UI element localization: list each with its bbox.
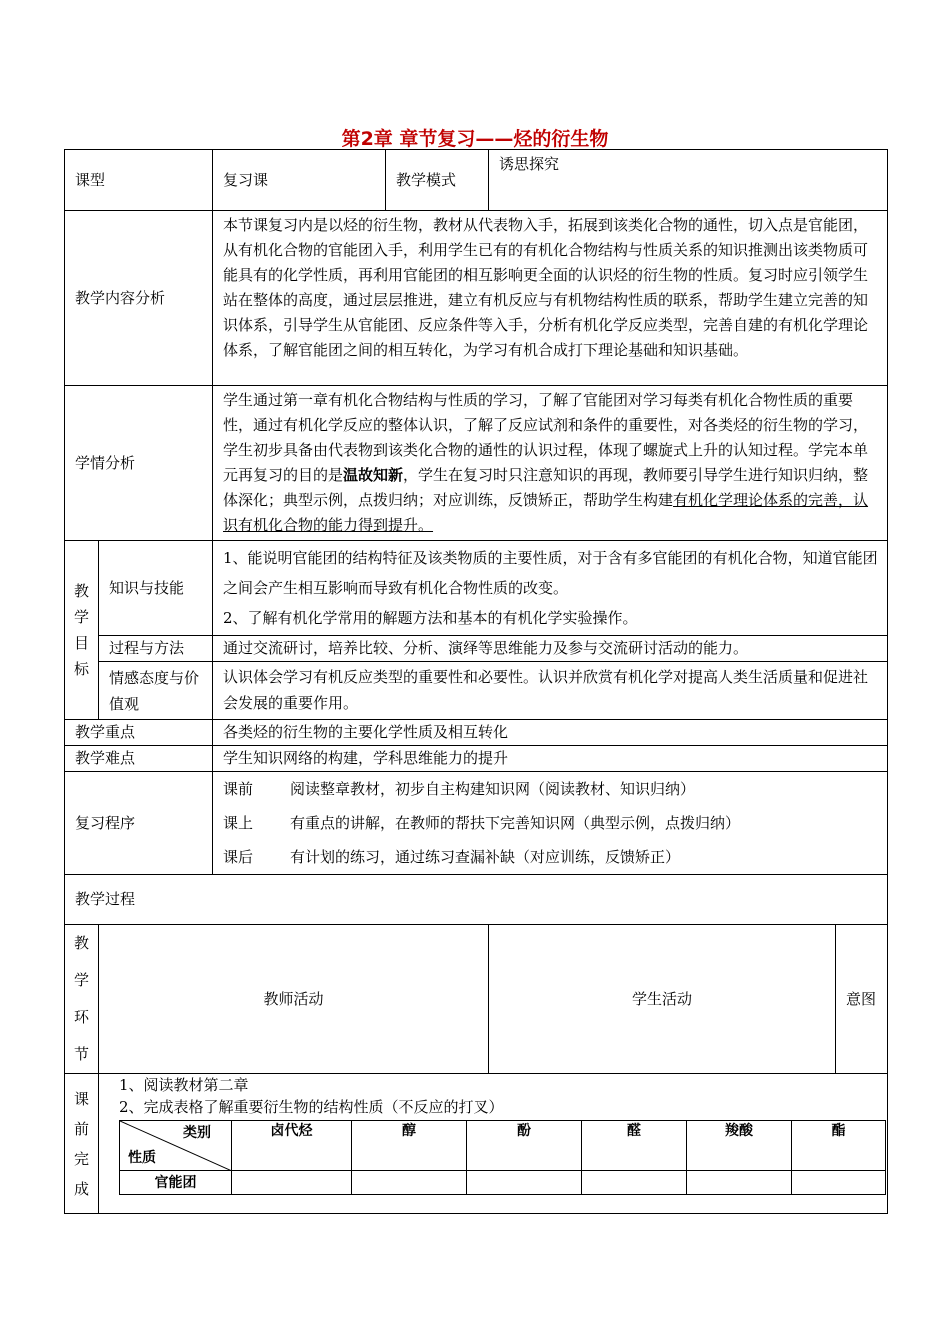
student-activity-header: 学生活动 [489,925,836,1074]
cell-empty[interactable] [467,1171,582,1195]
cell-empty[interactable] [687,1171,792,1195]
content-analysis-text: 本节课复习内是以烃的衍生物，教材从代表物入手，拓展到该类化合物的通性，切入点是官能团，从有机化合物的官能团入手，利用学生已有的有机化合物结构与性质关系的知识推测出该类物质可能具有的化学性质，再利用官能团的相互影响更全面的认识烃的衍生物的性质。复习时应引领学生站在整体的高度，通过层层推进，建立有机反应与有机物结构性质的联系，帮助学生建立完善的知识体系，引导学生从官能团、反应条件等入手，分析有机化学反应类型，完善自建的有机化学理论体系，了解官能团之间的相互转化，为学习有机合成打下理论基础和知识基础。 [213,211,888,386]
knowledge-label: 知识与技能 [99,541,213,636]
cell-empty[interactable] [582,1171,687,1195]
cell-empty[interactable] [232,1171,352,1195]
knowledge-item-2: 2、了解有机化学常用的解题方法和基本的有机化学实验操作。 [223,609,638,627]
key-point-text: 各类烃的衍生物的主要化学性质及相互转化 [213,720,888,746]
cell-empty[interactable] [352,1171,467,1195]
pre-class-content [99,1074,888,1214]
knowledge-text [213,541,888,636]
procedure-row-during [223,806,887,840]
pre-class-line-2: 2、完成表格了解重要衍生物的结构性质（不反应的打叉） [119,1098,504,1116]
header-carboxylic-acid: 羧酸 [687,1121,792,1171]
corner-category: 类别 [183,1125,211,1141]
procedure-value: 有重点的讲解，在教师的帮扶下完善知识网（典型示例，点拨归纳） [290,814,741,832]
row-label-functional-group: 官能团 [120,1171,232,1195]
process-method-label: 过程与方法 [99,636,213,662]
corner-property: 性质 [128,1150,156,1166]
cell-empty[interactable] [792,1171,886,1195]
teacher-activity-header: 教师活动 [99,925,489,1074]
header-alcohol: 醇 [352,1121,467,1171]
difficulty-label: 教学难点 [65,746,213,772]
learner-text-bold: 温故知新 [343,466,404,484]
pre-class-line-1: 1、阅读教材第二章 [119,1076,249,1094]
procedure-value: 有计划的练习，通过练习查漏补缺（对应训练，反馈矫正） [290,848,681,866]
learner-text-b: ，学生在复习时只注意知识的再现，教师要引导学生进行知识归纳，整体深化；典型示例，点拨归纳；对应训练，反馈矫正，帮助学生构建 [223,466,869,509]
header-haloalkane: 卤代烃 [232,1121,352,1171]
attitude-label: 情感态度与价值观 [99,662,213,720]
procedure-key: 课前 [223,780,254,798]
teaching-mode-value: 诱思探究 [489,150,888,211]
page-title: 第2章 章节复习——烃的衍生物 [341,128,609,150]
procedure-key: 课上 [223,814,254,832]
procedure-label: 复习程序 [65,772,213,875]
objectives-label: 教 学 目 标 [65,541,99,720]
lesson-plan-table [64,149,888,1214]
procedure-list [213,772,888,875]
course-type-label: 课型 [65,150,213,211]
teaching-mode-label: 教学模式 [386,150,489,211]
procedure-key: 课后 [223,848,254,866]
stage-column-header: 教 学 环 节 [65,925,99,1074]
procedure-row-after [223,840,887,874]
header-aldehyde: 醛 [582,1121,687,1171]
difficulty-text: 学生知识网络的构建，学科思维能力的提升 [213,746,888,772]
learner-analysis-text [213,386,888,541]
header-ester: 酯 [792,1121,886,1171]
learner-text-underlined: 有机化学理论体系的完善，认识有机化合物的能力得到提升。 [223,491,869,534]
attitude-text: 认识体会学习有机反应类型的重要性和必要性。认识并欣赏有机化学对提高人类生活质量和促进社会发展的重要作用。 [213,662,888,720]
teaching-process-header: 教学过程 [65,875,888,925]
procedure-value: 阅读整章教材，初步自主构建知识网（阅读教材、知识归纳） [290,780,696,798]
learner-text-a: 学生通过第一章有机化合物结构与性质的学习，了解了官能团对学习每类有机化合物性质的重要性，通过有机化学反应的整体认识，了解了反应试剂和条件的重要性，对各类烃的衍生物的学习，学生初步具备由代表物到该类化合物的通性的认识过程，体现了螺旋式上升的认知过程。学完本单元再复习的目的是 [223,391,869,484]
pre-class-label: 课 前 完 成 [65,1074,99,1214]
derivatives-table [119,1120,886,1195]
key-point-label: 教学重点 [65,720,213,746]
learner-analysis-label: 学情分析 [65,386,213,541]
process-method-text: 通过交流研讨，培养比较、分析、演绎等思维能力及参与交流研讨活动的能力。 [213,636,888,662]
header-phenol: 酚 [467,1121,582,1171]
course-type-value: 复习课 [213,150,386,211]
intent-header: 意图 [836,925,888,1074]
knowledge-item-1: 1、能说明官能团的结构特征及该类物质的主要性质，对于含有多官能团的有机化合物，知道官能团之间会产生相互影响而导致有机化合物性质的改变。 [223,549,878,597]
procedure-row-before [223,772,887,806]
table-corner-cell [120,1121,232,1171]
content-analysis-label: 教学内容分析 [65,211,213,386]
